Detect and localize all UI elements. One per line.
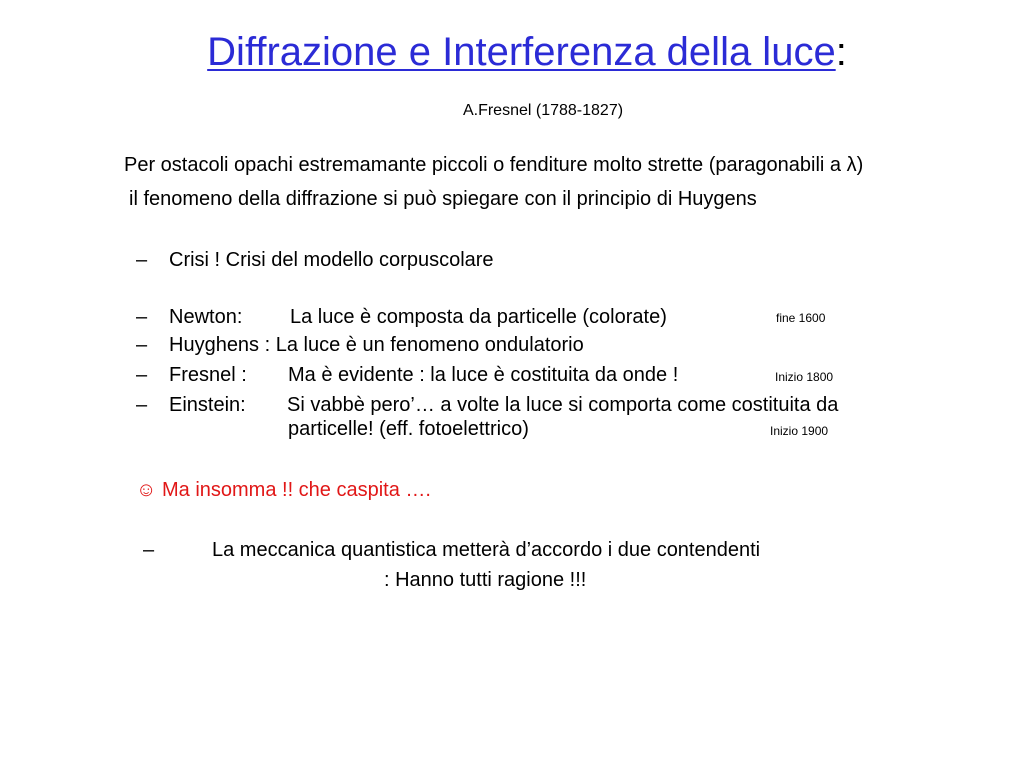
einstein-date: Inizio 1900 <box>770 424 829 438</box>
fresnel-name: Fresnel : <box>169 364 247 386</box>
title-link[interactable]: Diffrazione e Interferenza della luce <box>207 30 836 74</box>
fresnel-date: Inizio 1800 <box>775 370 834 384</box>
einstein-text-line2: particelle! (eff. fotoelettrico) <box>288 418 529 440</box>
bullet-dash: – <box>136 306 148 328</box>
einstein-text-line1: Si vabbè pero’… a volte la luce si comporta come costituita da <box>287 394 839 416</box>
bullet-dash: – <box>136 394 148 416</box>
intro-line-1: Per ostacoli opachi estremamante piccoli o fenditure molto strette (paragonabili a λ) <box>124 154 864 176</box>
subtitle: A.Fresnel (1788-1827) <box>462 102 624 119</box>
ragione-text: : Hanno tutti ragione !!! <box>384 569 587 591</box>
slide-title <box>0 28 1024 76</box>
crisi-text: Crisi ! Crisi del modello corpuscolare <box>169 249 494 271</box>
newton-date: fine 1600 <box>776 311 826 325</box>
title-colon: : <box>835 30 847 74</box>
newton-text: La luce è composta da particelle (colorate) <box>290 306 667 328</box>
meccanica-text: La meccanica quantistica metterà d’accordo i due contendenti <box>212 539 761 561</box>
huyghens-text: Huyghens : La luce è un fenomeno ondulatorio <box>169 334 584 356</box>
intro-line-2: il fenomeno della diffrazione si può spiegare con il principio di Huygens <box>129 188 757 210</box>
bullet-dash: – <box>136 249 148 271</box>
bullet-dash: – <box>143 539 155 561</box>
bullet-dash: – <box>136 334 148 356</box>
newton-name: Newton: <box>169 306 243 328</box>
bullet-dash: – <box>136 364 148 386</box>
fresnel-text: Ma è evidente : la luce è costituita da onde ! <box>288 364 679 386</box>
einstein-name: Einstein: <box>169 394 246 416</box>
smiley-line: ☺ Ma insomma !! che caspita …. <box>136 479 431 501</box>
